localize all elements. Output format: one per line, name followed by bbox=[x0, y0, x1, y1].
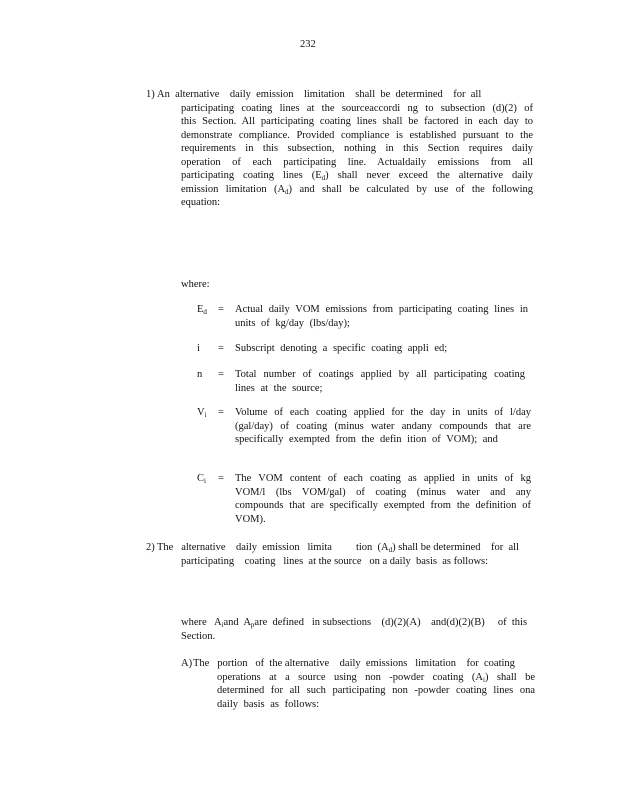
item-1-body-text: participating coating lines at the sourceaccordi ng to subsection (d)(2) of this Section. All participating coating lines shall be factored in each day to demonstrate compliance. Provided compliance is established pursuant to the requirements in this subsection, nothing in this Section requires daily operation of each participating line. Actualdaily emissions from all participating coating lines (E bbox=[181, 102, 533, 181]
where-ai-ap-line: where $A_iand$ $A_pare$ defined in subsections (d)(2)(A) and(d)(2)(B) of this bbox=[181, 617, 528, 629]
item-2-label: 2) bbox=[146, 542, 155, 553]
definition-text: Volume of each coating applied for the day in units of l/day (gal/day) of coating (minus water andany compounds that are specifically exempted from the defin ition of VOM); and bbox=[235, 407, 531, 445]
item-1-label: 1) bbox=[146, 89, 155, 100]
definition-equals: = bbox=[218, 407, 224, 418]
definition-symbol: $E_d$ bbox=[197, 304, 207, 316]
item-1-body-text-2: ) shall never exceed the alternative daily emission limitation (A bbox=[181, 170, 533, 195]
page-number: 232 bbox=[300, 39, 316, 50]
item-a-body: operations at a source using non -powder coating $(A_i)$ shall be determined for all such participating non -powder coating lines ona daily basis as follows: bbox=[217, 671, 535, 710]
item-1-sub-d-2: d bbox=[285, 187, 289, 196]
item-2-line-2: participating coating lines at the source on a daily basis as follows: bbox=[181, 555, 489, 567]
definition-equals: = bbox=[218, 304, 224, 315]
item-a-label: A) bbox=[181, 658, 193, 669]
definition-equals: = bbox=[218, 369, 224, 380]
definition-symbol: $C_i$ bbox=[197, 473, 206, 485]
definition-symbol: i bbox=[197, 343, 200, 354]
definition-equals: = bbox=[218, 343, 224, 354]
definition-text: Actual daily VOM emissions from participating coating lines in units of kg/day (lbs/day); bbox=[235, 304, 528, 329]
item-2-line-1: The alternative daily emission limita tion $(A_d)$ shall be determined for all bbox=[157, 542, 519, 554]
definition-equals: = bbox=[218, 473, 224, 484]
item-1-sub-d: d bbox=[321, 174, 326, 182]
definition-text: Total number of coatings applied by all participating coating lines at the source; bbox=[235, 369, 525, 394]
definition-text: The VOM content of each coating as applied in units of kg VOM/l (lbs VOM/gal) of coating (minus water and any compounds that are specifically exempted from the definition of VOM). bbox=[235, 473, 531, 525]
item-1-body-text-3: ) and shall be calculated by use of the following equation: bbox=[181, 183, 533, 208]
item-a-line-1: The portion of the alternative daily emissions limitation for coating bbox=[193, 658, 515, 669]
where-label: where: bbox=[181, 279, 210, 290]
where-ai-ap-line-2: Section. bbox=[181, 630, 216, 642]
item-1-body bbox=[181, 102, 533, 210]
definition-symbol: $V_i$ bbox=[197, 407, 207, 419]
item-1-first-line: An alternative daily emission limitation shall be determined for all bbox=[157, 89, 482, 100]
definition-text: Subscript denoting a specific coating appli ed; bbox=[235, 343, 448, 354]
definition-symbol: n bbox=[197, 369, 203, 380]
